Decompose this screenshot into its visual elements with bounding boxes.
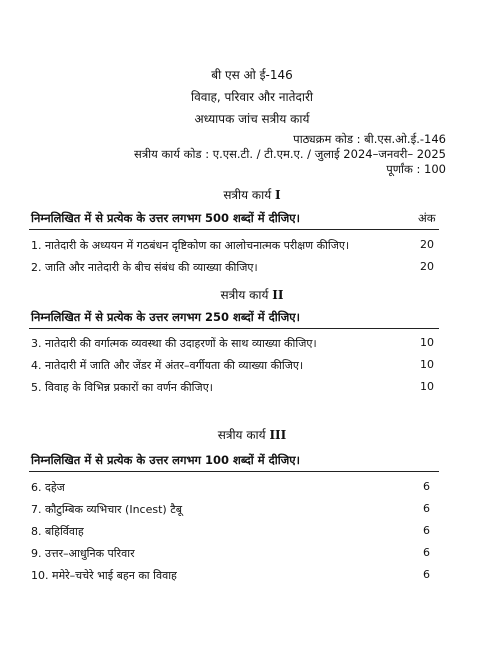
section-1-instruction: निम्नलिखित में से प्रत्येक के उत्तर लगभग 500 शब्दों में दीजिए। (31, 211, 300, 225)
question-10: 10. ममेरे–चचेरे भाई बहन का विवाह (31, 569, 177, 582)
course-code-title: बी एस ओ ई-146 (211, 68, 293, 82)
section-divider (29, 471, 439, 472)
section-divider (29, 229, 439, 230)
question-5-marks: 10 (420, 380, 434, 393)
section-3-instruction: निम्नलिखित में से प्रत्येक के उत्तर लगभग 100 शब्दों में दीजिए। (31, 453, 300, 467)
question-7-marks: 6 (423, 502, 430, 515)
question-1-marks: 20 (420, 238, 434, 251)
question-3-marks: 10 (420, 336, 434, 349)
section-title-roman: I (275, 188, 281, 202)
question-3: 3. नातेदारी की वर्गात्मक व्यवस्था की उदाहरणों के साथ व्याख्या कीजिए। (31, 337, 317, 350)
question-9-marks: 6 (423, 546, 430, 559)
section-2-title (0, 286, 504, 303)
question-8-marks: 6 (423, 524, 430, 537)
section-2-instruction: निम्नलिखित में से प्रत्येक के उत्तर लगभग 250 शब्दों में दीजिए। (31, 310, 300, 324)
section-title-prefix: सत्रीय कार्य (223, 188, 272, 202)
question-8: 8. बहिर्विवाह (31, 525, 84, 538)
section-3-title (0, 426, 504, 443)
assignment-type: अध्यापक जांच सत्रीय कार्य (194, 112, 310, 126)
question-6-marks: 6 (423, 480, 430, 493)
question-10-marks: 6 (423, 568, 430, 581)
course-code-line: पाठ्यक्रम कोड : बी.एस.ओ.ई.-146 (293, 132, 446, 146)
question-4: 4. नातेदारी में जाति और जेंडर में अंतर–वर्गीयता की व्याख्या कीजिए। (31, 359, 304, 372)
marks-header: अंक (418, 211, 436, 225)
max-marks-line: पूर्णांक : 100 (386, 162, 446, 176)
assignment-code-line: सत्रीय कार्य कोड : ए.एस.टी. / टी.एम.ए. / जुलाई 2024–जनवरी– 2025 (134, 147, 446, 161)
section-1-title (0, 186, 504, 203)
question-9: 9. उत्तर–आधुनिक परिवार (31, 547, 135, 560)
question-5: 5. विवाह के विभिन्न प्रकारों का वर्णन कीजिए। (31, 381, 213, 394)
question-2: 2. जाति और नातेदारी के बीच संबंध की व्याख्या कीजिए। (31, 261, 258, 274)
course-name: विवाह, परिवार और नातेदारी (191, 90, 313, 104)
question-4-marks: 10 (420, 358, 434, 371)
question-2-marks: 20 (420, 260, 434, 273)
section-title-roman: III (269, 428, 287, 442)
question-1: 1. नातेदारी के अध्ययन में गठबंधन दृष्टिकोण का आलोचनात्मक परीक्षण कीजिए। (31, 239, 350, 252)
section-title-prefix: सत्रीय कार्य (217, 428, 266, 442)
question-6: 6. दहेज (31, 481, 65, 494)
section-title-roman: II (272, 288, 284, 302)
question-7: 7. कौटुम्बिक व्यभिचार (Incest) टैबू (31, 503, 183, 516)
section-divider (29, 328, 439, 329)
section-title-prefix: सत्रीय कार्य (220, 288, 269, 302)
